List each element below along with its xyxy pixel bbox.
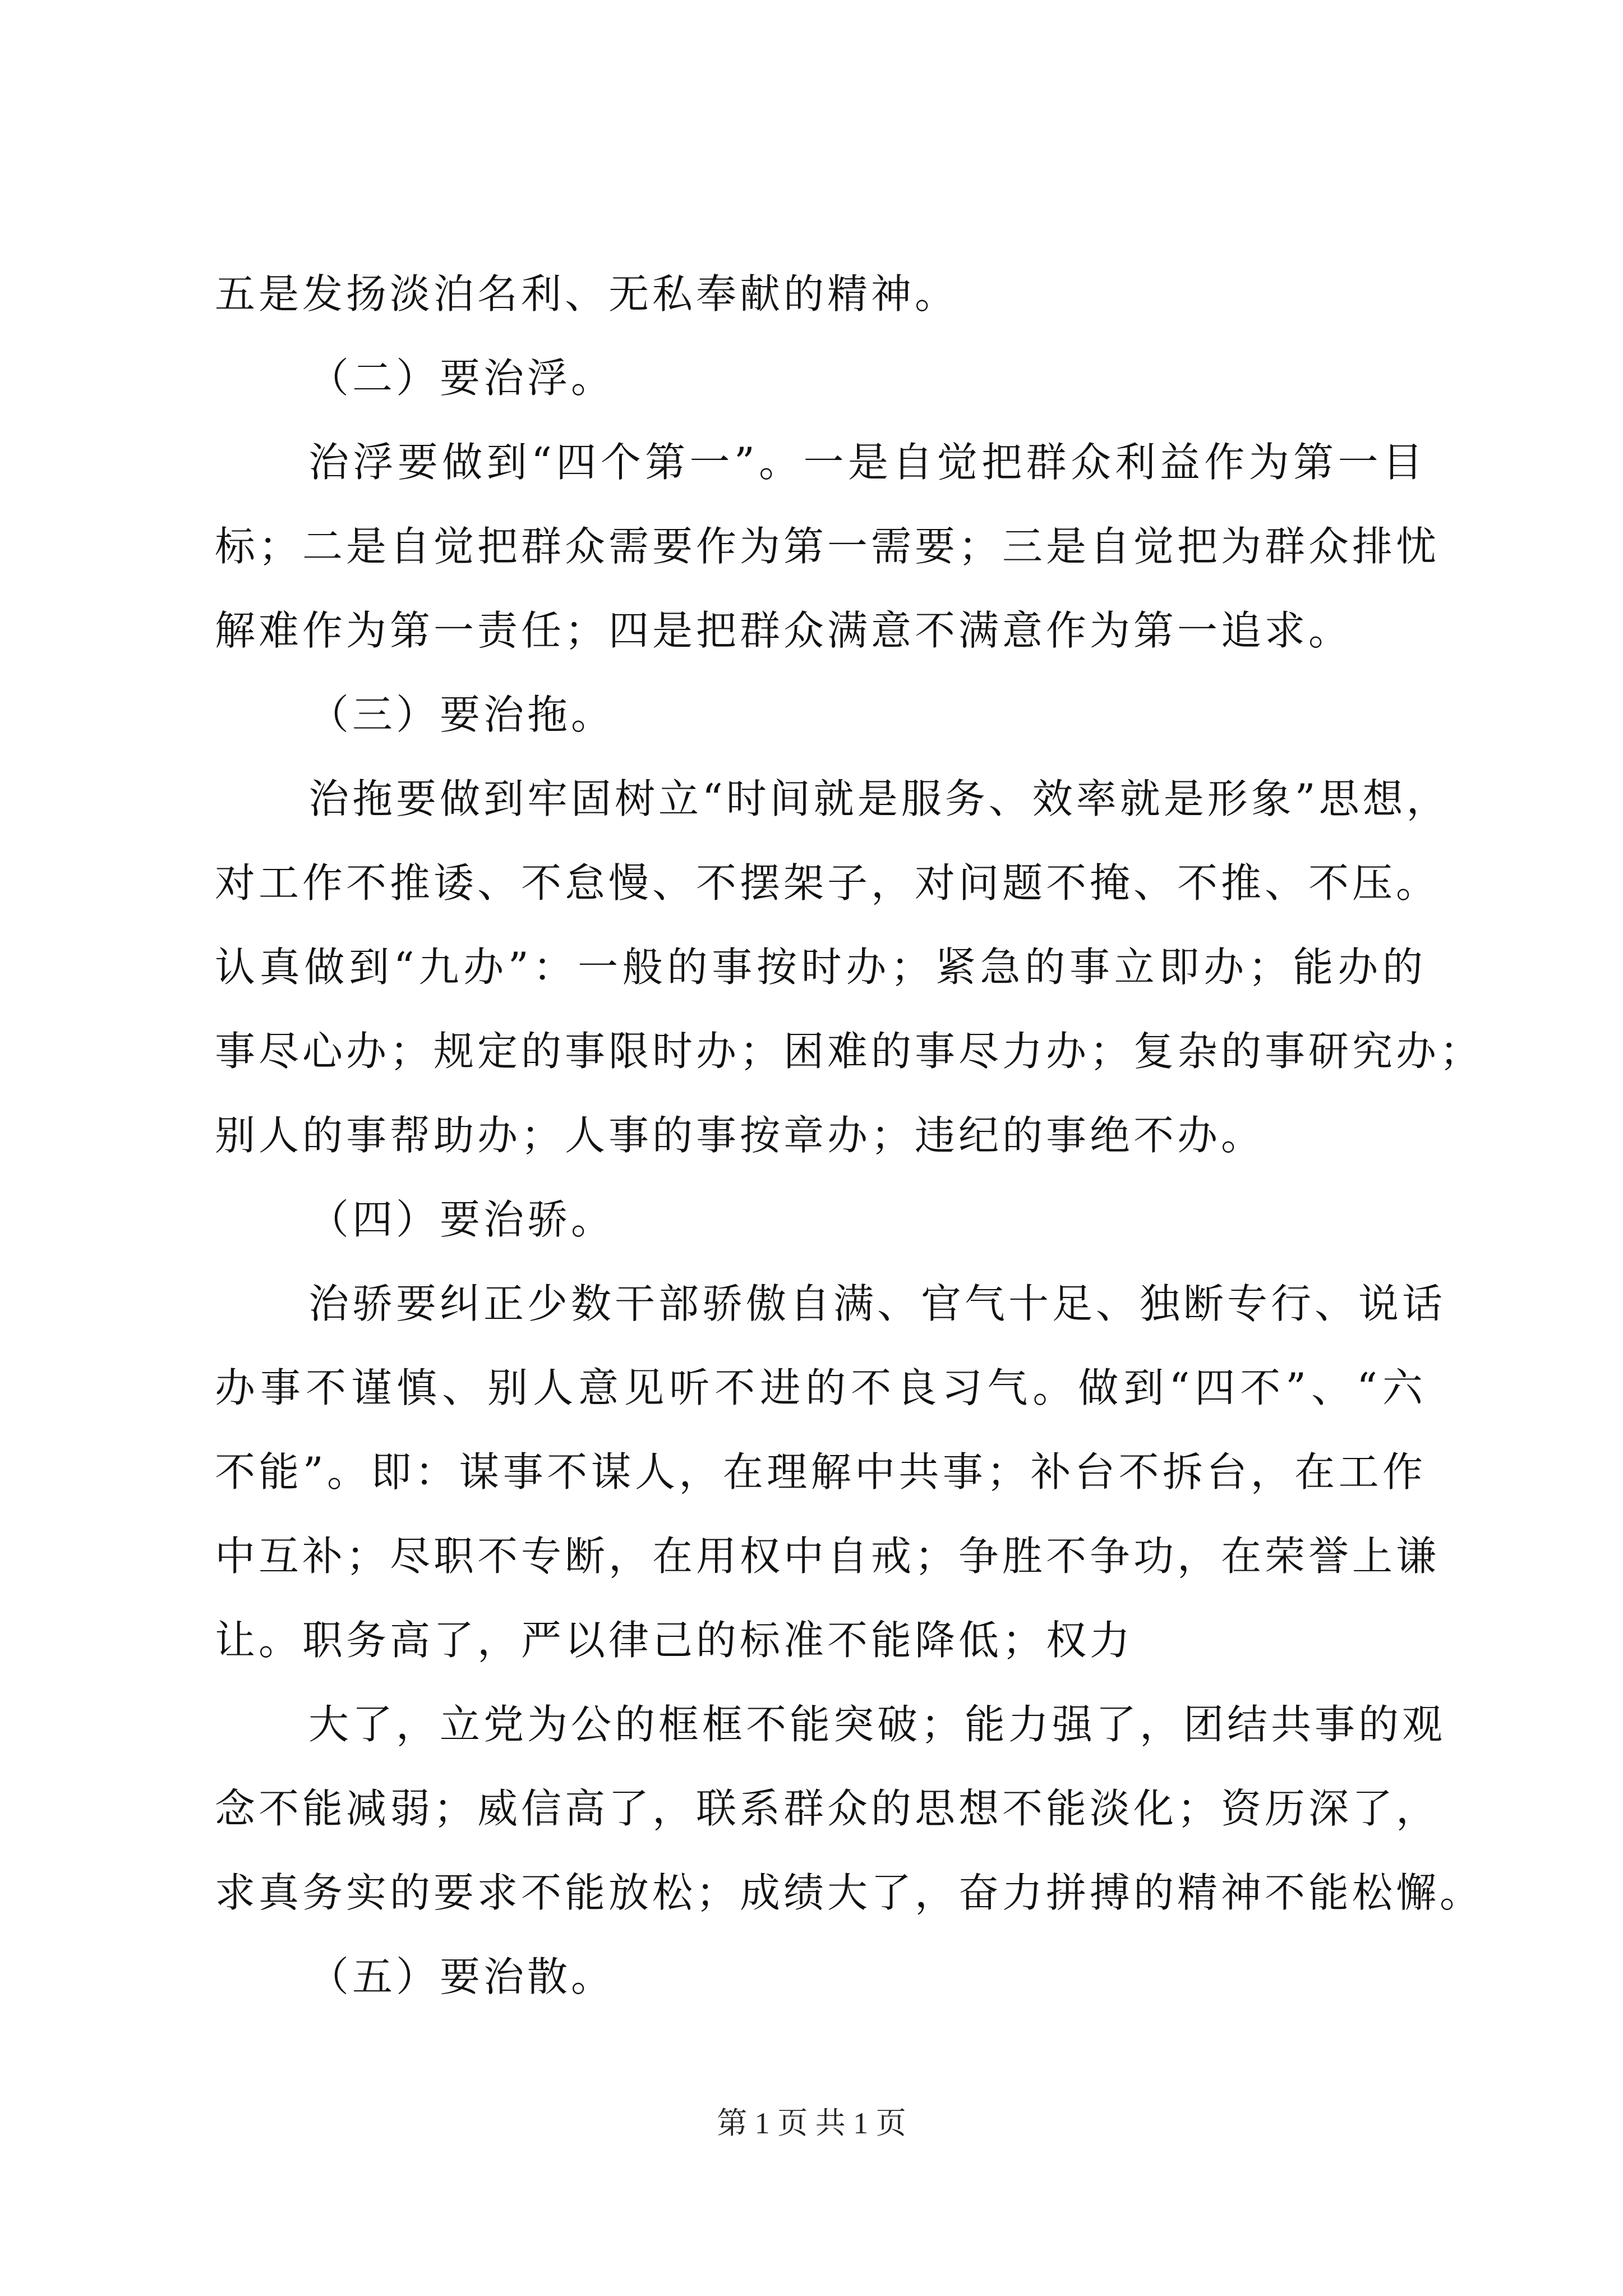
paragraph-line: 治浮要做到“四个第一”。一是自觉把群众利益作为第一目 (308, 439, 1426, 486)
page-number-footer: 第 1 页 共 1 页 (717, 2106, 906, 2140)
paragraph-line: 五是发扬淡泊名利、无私奉献的精神。 (215, 270, 959, 318)
section-heading: （三）要治拖。 (308, 691, 615, 738)
paragraph-line: 求真务实的要求不能放松；成绩大了，奋力拼搏的精神不能松懈。 (215, 1869, 1484, 1916)
paragraph-line: 大了，立党为公的框框不能突破；能力强了，团结共事的观 (308, 1701, 1446, 1748)
paragraph-line: 对工作不推诿、不怠慢、不摆架子，对问题不掩、不推、不压。 (215, 859, 1440, 907)
paragraph-line: 事尽心办；规定的事限时办；困难的事尽力办；复杂的事研究办； (215, 1028, 1484, 1075)
section-heading: （二）要治浮。 (308, 355, 615, 402)
paragraph-line: 治拖要做到牢固树立“时间就是服务、效率就是形象”思想， (308, 775, 1450, 822)
section-heading: （五）要治散。 (308, 1953, 615, 2000)
paragraph-line: 认真做到“九办”：一般的事按时办；紧急的事立即办；能办的 (215, 944, 1426, 991)
paragraph-line: 治骄要纠正少数干部骄傲自满、官气十足、独断专行、说话 (308, 1280, 1446, 1327)
paragraph-line: 办事不谨慎、别人意见听不进的不良习气。做到“四不”、“六 (215, 1364, 1426, 1411)
paragraph-line: 不能”。即：谋事不谋人，在理解中共事；补台不拆台，在工作 (215, 1448, 1426, 1496)
paragraph-line: 解难作为第一责任；四是把群众满意不满意作为第一追求。 (215, 607, 1353, 654)
paragraph-line: 念不能减弱；威信高了，联系群众的思想不能淡化；资历深了， (215, 1785, 1440, 1832)
section-heading: （四）要治骄。 (308, 1196, 615, 1243)
paragraph-line: 标；二是自觉把群众需要作为第一需要；三是自觉把为群众排忧 (215, 523, 1440, 570)
paragraph-line: 让。职务高了，严以律己的标准不能降低；权力 (215, 1617, 1134, 1664)
paragraph-line: 别人的事帮助办；人事的事按章办；违纪的事绝不办。 (215, 1112, 1265, 1159)
paragraph-line: 中互补；尽职不专断，在用权中自戒；争胜不争功，在荣誉上谦 (215, 1533, 1440, 1580)
